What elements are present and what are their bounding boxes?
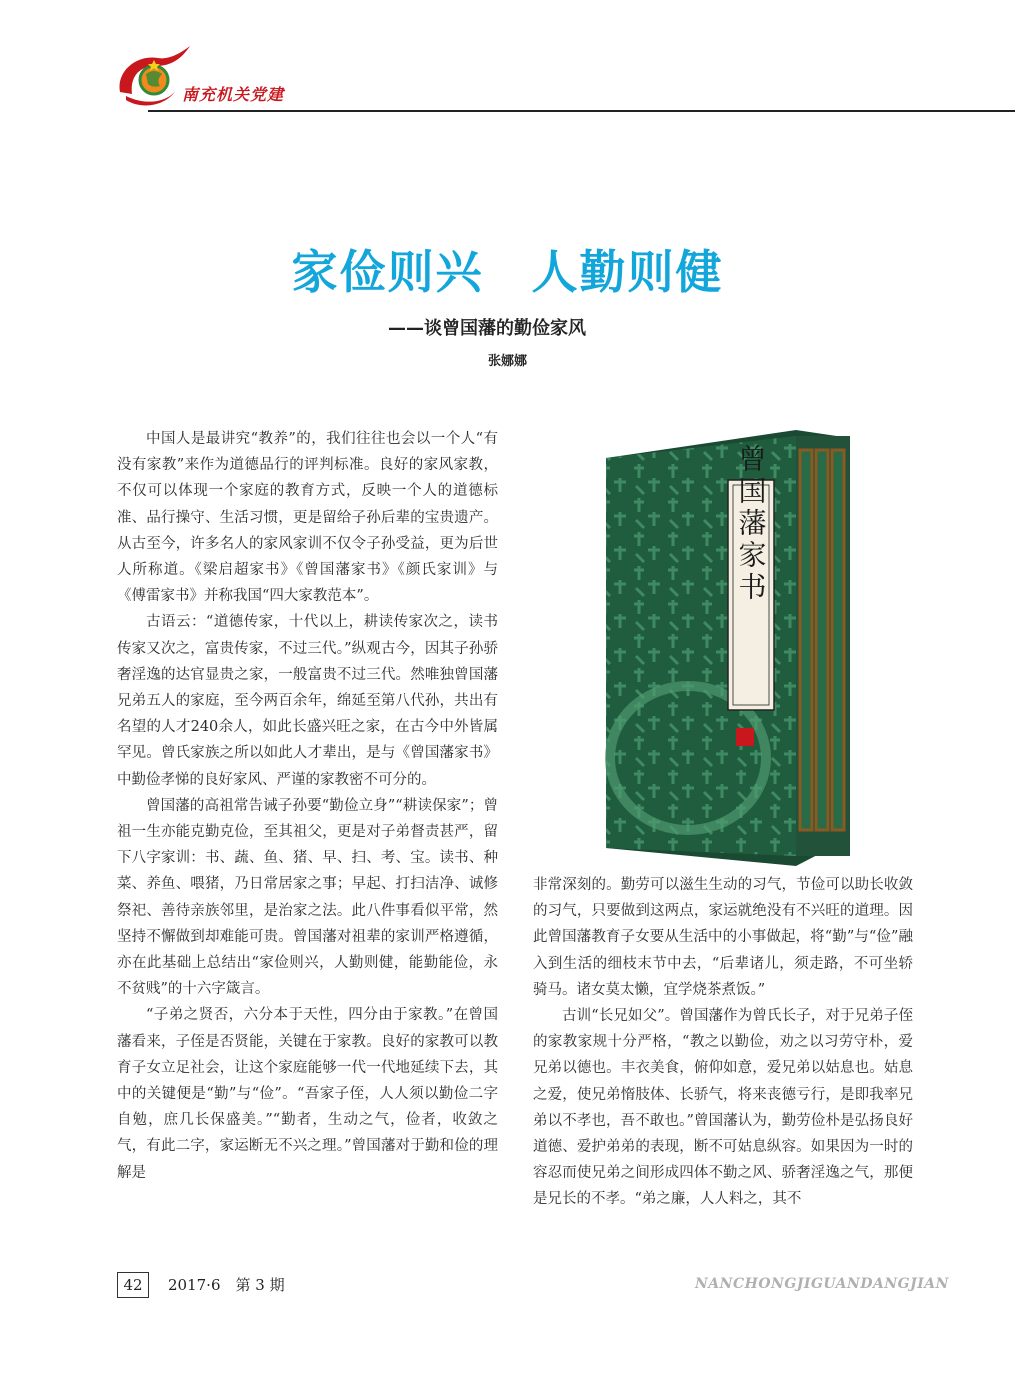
left-column bbox=[117, 426, 498, 1186]
paragraph: 中国人是最讲究“教养”的，我们往往也会以一个人“有没有家教”来作为道德品行的评判标准。良好的家风家教，不仅可以体现一个家庭的教育方式，反映一个人的道德标准、品行操守、生活习惯，更是留给子孙后辈的宝贵遗产。从古至今，许多名人的家风家训不仅令子孙受益，更为后世人所称道。《梁启超家书》《曾国藩家书》《颜氏家训》与《傅雷家书》并称我国“四大家教范本”。 bbox=[117, 431, 498, 605]
page-header bbox=[0, 0, 1015, 120]
journal-name-romanized: NANCHONGJIGUANDANGJIAN bbox=[695, 1276, 949, 1292]
journal-name: 南充机关党建 bbox=[182, 85, 285, 104]
paragraph: 非常深刻的。勤劳可以滋生生动的习气，节俭可以助长收敛的习气，只要做到这两点，家运就绝没有不兴旺的道理。因此曾国藩教育子女要从生活中的小事做起，将“勤”与“俭”融入到生活的细枝末节中去，“后辈诸儿，须走路，不可坐轿骑马。诸女莫太懒，宜学烧茶煮饭。” bbox=[533, 877, 913, 998]
paragraph: 古训“长兄如父”。曾国藩作为曾氏长子，对于兄弟子侄的家教家规十分严格，“教之以勤俭，劝之以习劳守朴，爱兄弟以德也。丰衣美食，俯仰如意，爱兄弟以姑息也。姑息之爱，使兄弟惰肢体、长骄气，将来丧德亏行，是即我率兄弟以不孝也，吾不敢也。”曾国藩认为，勤劳俭朴是弘扬良好道德、爱护弟弟的表现，断不可姑息纵容。如果因为一时的容忍而使兄弟之间形成四体不勤之风、骄奢淫逸之气，那便是兄长的不孝。“弟之廉，人人料之，其不 bbox=[533, 1008, 913, 1208]
article-author: 张娜娜 bbox=[487, 354, 527, 369]
page-number: 42 bbox=[117, 1272, 149, 1298]
book-set-image bbox=[596, 428, 850, 866]
paragraph: 古语云：“道德传家，十代以上，耕读传家次之，读书传家又次之，富贵传家，不过三代。”纵观古今，因其子孙骄奢淫逸的达官显贵之家，一般富贵不过三代。然唯独曾国藩兄弟五人的家庭，至今两百余年，绵延至第八代孙，共出有名望的人才240余人，如此长盛兴旺之家，在古今中外皆属罕见。曾氏家族之所以如此人才辈出，是与《曾国藩家书》中勤俭孝悌的良好家风、严谨的家教密不可分的。 bbox=[117, 614, 498, 788]
book-spines bbox=[800, 450, 844, 830]
right-column bbox=[533, 872, 913, 1213]
article-title: 家俭则兴 人勤则健 bbox=[291, 245, 724, 299]
book-cover-title: 曾国藩家书 bbox=[734, 444, 768, 604]
red-ribbon-globe-logo-icon bbox=[112, 44, 192, 112]
issue-info: 2017·6 第 3 期 bbox=[168, 1276, 285, 1294]
header-divider bbox=[148, 110, 1015, 112]
paragraph: “子弟之贤否，六分本于天性，四分由于家教。”在曾国藩看来，子侄是否贤能，关键在于家教。良好的家教可以教育子女立足社会，让这个家庭能够一代一代地延续下去，其中的关键便是“勤”与“俭”。“吾家子侄，人人须以勤俭二字自勉，庶几长保盛美。”“勤者，生动之气，俭者，收敛之气，有此二字，家运断无不兴之理。”曾国藩对于勤和俭的理解是 bbox=[117, 1007, 498, 1181]
paragraph: 曾国藩的高祖常告诫子孙要“勤俭立身”“耕读保家”；曾祖一生亦能克勤克俭，至其祖父，更是对子弟督责甚严，留下八字家训：书、蔬、鱼、猪、早、扫、考、宝。读书、种菜、养鱼、喂猪，乃日常居家之事；早起、打扫洁净、诚修祭祀、善待亲族邻里，是治家之法。此八件事看似平常，然坚持不懈做到却难能可贵。曾国藩对祖辈的家训严格遵循，亦在此基础上总结出“家俭则兴，人勤则健，能勤能俭，永不贫贱”的十六字箴言。 bbox=[117, 797, 498, 998]
article-subtitle: ——谈曾国藩的勤俭家风 bbox=[388, 318, 586, 339]
